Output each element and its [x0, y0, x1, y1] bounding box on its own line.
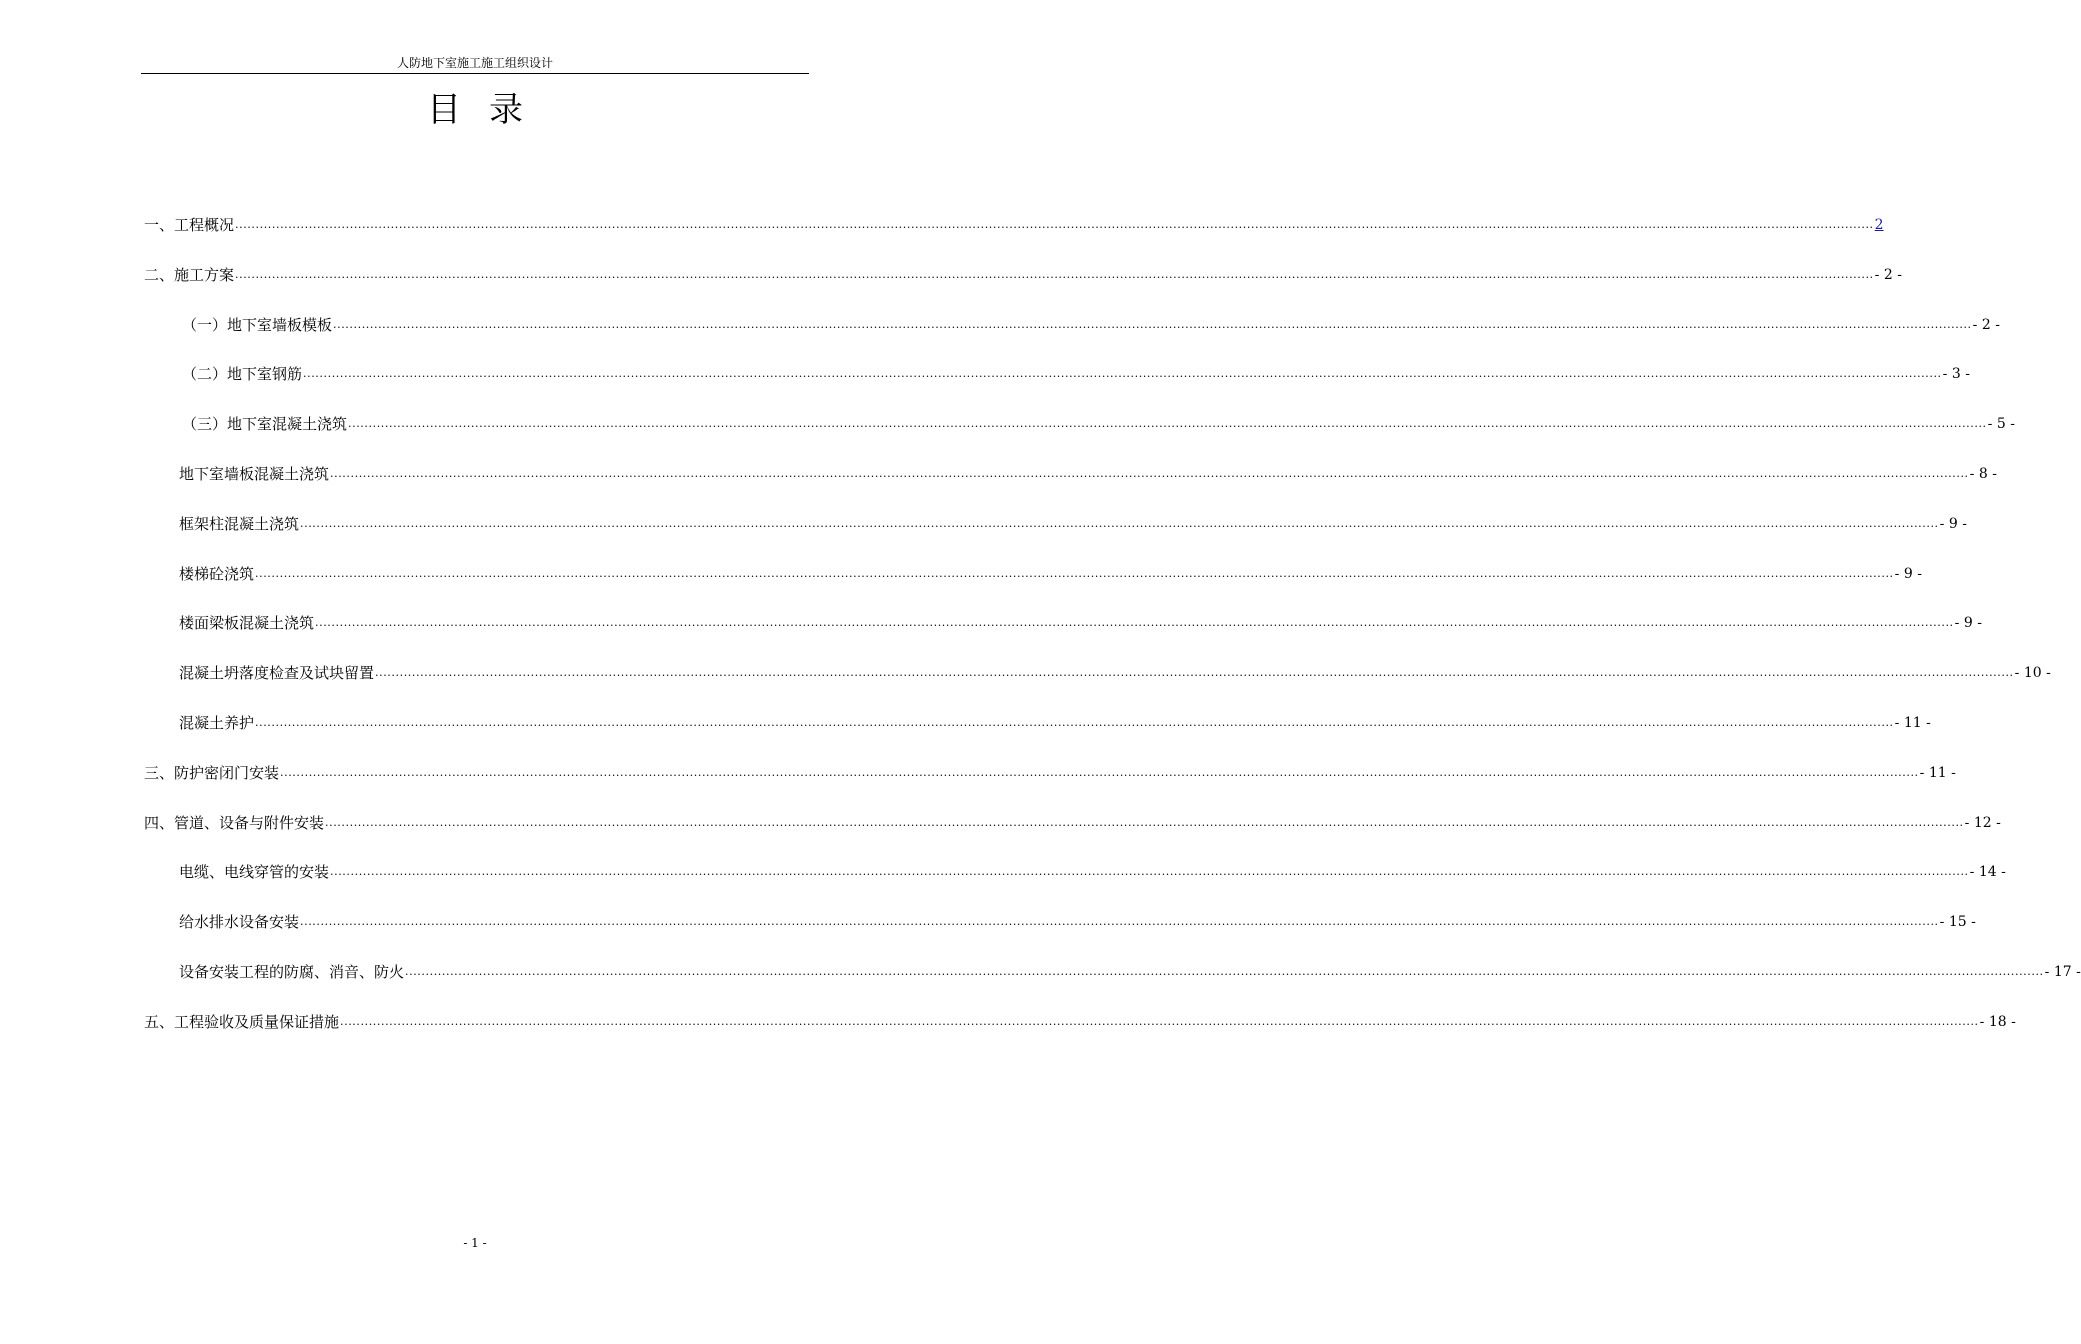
- toc-entry-label: （二）地下室钢筋: [182, 365, 303, 384]
- toc-entry-label: 混凝土坍落度检查及试块留置: [179, 664, 375, 683]
- toc-entry-label: （一）地下室墙板模板: [182, 315, 333, 334]
- toc-entry-label: 混凝土养护: [179, 713, 255, 732]
- toc-entry-page: - 9 -: [1954, 615, 1982, 632]
- toc-entry-page: - 2 -: [1874, 266, 1902, 283]
- toc-leader-dots: ................................................................................................................................................................................................................................................................................................................................................................................................................: [303, 367, 1942, 381]
- toc-entry[interactable]: [144, 561, 1922, 611]
- page-footer: [0, 1236, 950, 1250]
- toc-leader-dots: ................................................................................................................................................................................................................................................................................................................................................................................................................: [300, 516, 1939, 530]
- toc-entry-page: - 8 -: [1969, 465, 1997, 482]
- toc-leader-dots: ................................................................................................................................................................................................................................................................................................................................................................................................................: [330, 466, 1969, 480]
- toc-entry-page: - 9 -: [1939, 515, 1967, 532]
- toc-entry-page: - 2 -: [1972, 316, 2000, 333]
- toc-entry-label: 给水排水设备安装: [179, 913, 300, 932]
- toc-entry-label: 电缆、电线穿管的安装: [179, 863, 330, 882]
- toc-entry-label: 一、工程概况: [144, 216, 235, 234]
- toc-entry[interactable]: [144, 760, 1956, 810]
- toc-entry[interactable]: [144, 909, 1976, 959]
- toc-entry[interactable]: [144, 511, 1967, 561]
- page-title: 目录: [427, 90, 551, 130]
- toc-entry[interactable]: [144, 262, 1902, 312]
- toc-entry[interactable]: [144, 859, 2006, 909]
- toc-leader-dots: ................................................................................................................................................................................................................................................................................................................................................................................................................: [325, 815, 1964, 829]
- toc-entry-page: - 10 -: [2014, 665, 2051, 682]
- toc-leader-dots: ................................................................................................................................................................................................................................................................................................................................................................................................................: [340, 1014, 1979, 1028]
- toc-entry[interactable]: [144, 461, 1997, 511]
- toc-entry-label: 四、管道、设备与附件安装: [144, 813, 325, 832]
- toc-entry[interactable]: [144, 710, 1931, 760]
- table-of-contents: [144, 212, 2081, 1059]
- toc-leader-dots: ................................................................................................................................................................................................................................................................................................................................................................................................................: [330, 865, 1969, 879]
- toc-entry[interactable]: [144, 361, 1970, 411]
- toc-entry-label: （三）地下室混凝土浇筑: [182, 415, 348, 434]
- page-number: - 1 -: [463, 1236, 487, 1250]
- toc-entry[interactable]: [144, 312, 2000, 362]
- toc-entry-label: 设备安装工程的防腐、消音、防火: [179, 962, 405, 981]
- toc-leader-dots: ................................................................................................................................................................................................................................................................................................................................................................................................................: [375, 666, 2014, 680]
- toc-leader-dots: ................................................................................................................................................................................................................................................................................................................................................................................................................: [348, 417, 1987, 431]
- toc-entry-page: - 12 -: [1964, 814, 2001, 831]
- toc-entry[interactable]: [144, 610, 1982, 660]
- toc-entry-page: - 5 -: [1987, 416, 2015, 433]
- toc-entry-page: - 15 -: [1939, 914, 1976, 931]
- toc-entry-label: 地下室墙板混凝土浇筑: [179, 464, 330, 483]
- toc-entry-page: - 11 -: [1894, 714, 1931, 731]
- toc-leader-dots: ................................................................................................................................................................................................................................................................................................................................................................................................................: [255, 566, 1894, 580]
- page-header: [141, 56, 809, 74]
- toc-entry[interactable]: [144, 810, 2001, 860]
- toc-leader-dots: ................................................................................................................................................................................................................................................................................................................................................................................................................: [235, 218, 1874, 231]
- header-title: 人防地下室施工施工组织设计: [396, 56, 553, 70]
- toc-entry-label: 楼梯砼浇筑: [179, 564, 255, 583]
- toc-entry-page: - 14 -: [1969, 864, 2006, 881]
- toc-entry-label: 三、防护密闭门安装: [144, 763, 280, 782]
- toc-leader-dots: ................................................................................................................................................................................................................................................................................................................................................................................................................: [300, 915, 1939, 929]
- toc-entry-page[interactable]: 2: [1874, 217, 1884, 233]
- toc-entry[interactable]: [144, 959, 2081, 1009]
- toc-leader-dots: ................................................................................................................................................................................................................................................................................................................................................................................................................: [405, 964, 2044, 978]
- toc-leader-dots: ................................................................................................................................................................................................................................................................................................................................................................................................................: [235, 267, 1874, 281]
- toc-entry-page: - 9 -: [1894, 565, 1922, 582]
- toc-entry[interactable]: [144, 212, 1884, 262]
- toc-entry-label: 五、工程验收及质量保证措施: [144, 1012, 340, 1031]
- toc-leader-dots: ................................................................................................................................................................................................................................................................................................................................................................................................................: [255, 715, 1894, 729]
- toc-entry-label: 框架柱混凝土浇筑: [179, 514, 300, 533]
- toc-entry[interactable]: [144, 411, 2015, 461]
- toc-entry[interactable]: [144, 660, 2051, 710]
- toc-entry-page: - 11 -: [1919, 764, 1956, 781]
- toc-leader-dots: ................................................................................................................................................................................................................................................................................................................................................................................................................: [333, 317, 1972, 331]
- toc-entry[interactable]: [144, 1009, 2016, 1059]
- toc-entry-page: - 18 -: [1979, 1013, 2016, 1030]
- toc-entry-page: - 3 -: [1942, 366, 1970, 383]
- toc-entry-label: 二、施工方案: [144, 265, 235, 284]
- toc-entry-page: - 17 -: [2044, 963, 2081, 980]
- toc-leader-dots: ................................................................................................................................................................................................................................................................................................................................................................................................................: [280, 765, 1919, 779]
- toc-entry-label: 楼面梁板混凝土浇筑: [179, 614, 315, 633]
- toc-leader-dots: ................................................................................................................................................................................................................................................................................................................................................................................................................: [315, 616, 1954, 630]
